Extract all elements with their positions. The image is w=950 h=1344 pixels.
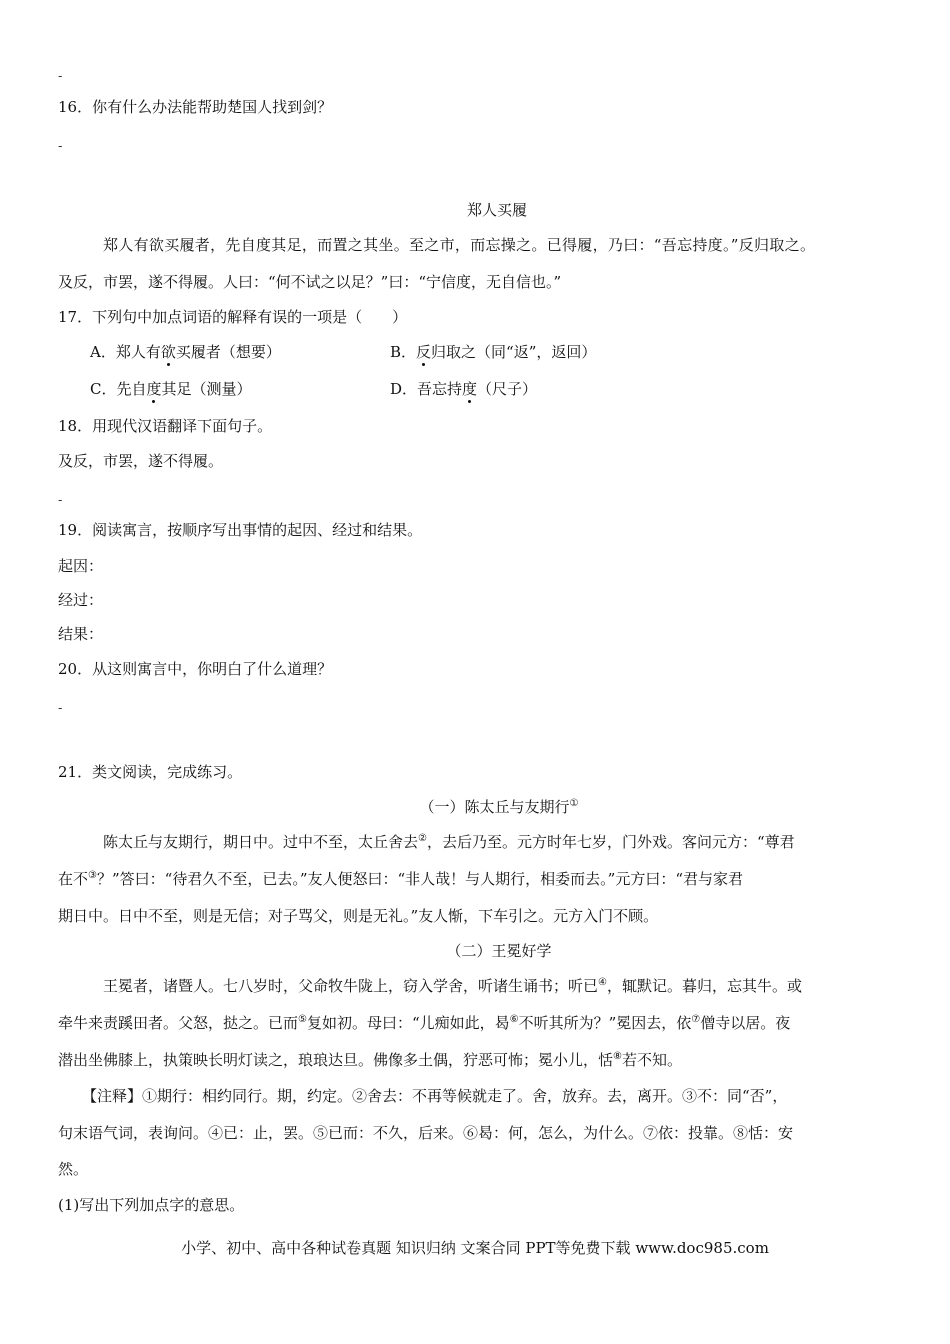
option-b-prefix: B． xyxy=(390,343,417,361)
passage-line xyxy=(103,976,802,996)
option-c-text: 其足（测量） xyxy=(161,380,252,398)
question-19: 19．阅读寓言，按顺序写出事情的起因、经过和结果。 xyxy=(58,521,423,539)
passage-text: ？”答曰：“待君久不至，已去。”友人便怒曰：“非人哉！与人期行，相委而去。”元方曰：“君与家君 xyxy=(96,870,743,888)
sub-question-1: (1)写出下列加点字的意思。 xyxy=(58,1196,245,1214)
answer-blank-dash: - xyxy=(58,701,63,716)
passage-line: 及反，市罢，遂不得履。人曰：“何不试之以足？”曰：“宁信度，无自信也。” xyxy=(58,273,562,291)
note-ref: ⑦ xyxy=(691,1014,701,1025)
answer-label-cause: 起因： xyxy=(58,557,104,575)
answer-blank-dash: - xyxy=(58,493,63,508)
option-b-text: 归取之（同“返”，返回） xyxy=(431,343,597,361)
question-21: 21．类文阅读，完成练习。 xyxy=(58,763,243,781)
passage-line: 期日中。日中不至，则是无信；对子骂父，则是无礼。”友人惭，下车引之。元方入门不顾。 xyxy=(58,907,659,925)
dotted-char: 反 xyxy=(416,343,432,361)
passage-text: 若不知。 xyxy=(621,1051,682,1069)
option-d[interactable] xyxy=(390,379,537,399)
option-d-text: （尺子） xyxy=(477,380,538,398)
notes-line: 句末语气词，表询问。④已：止，罢。⑤已而：不久，后来。⑥曷：何，怎么，为什么。⑦依：投靠。⑧恬：安 xyxy=(58,1124,794,1142)
question-18: 18．用现代汉语翻译下面句子。 xyxy=(58,417,273,435)
answer-label-result: 结果： xyxy=(58,625,104,643)
passage-text: 潜出坐佛膝上，执策映长明灯读之，琅琅达旦。佛像多土偶，狞恶可怖；冕小儿，恬 xyxy=(58,1051,614,1069)
note-ref: ⑤ xyxy=(298,1014,307,1025)
notes-line: 【注释】①期行：相约同行。期，约定。②舍去：不再等候就走了。舍，放弃。去，离开。③不：同“否”， xyxy=(82,1087,788,1105)
option-b[interactable] xyxy=(390,342,596,362)
note-ref: ② xyxy=(418,833,427,844)
passage-text: 王冕者，诸暨人。七八岁时，父命牧牛陇上，窃入学舍，听诸生诵书；听已 xyxy=(103,977,599,995)
question-17: 17．下列句中加点词语的解释有误的一项是（ ） xyxy=(58,308,408,326)
passage-title-wangmian: （二）王冕好学 xyxy=(446,942,552,960)
option-a[interactable] xyxy=(90,342,281,362)
passage-text: 复如初。母曰：“儿痴如此，曷 xyxy=(306,1014,510,1032)
notes-line: 然。 xyxy=(58,1160,89,1178)
question-16: 16．你有什么办法能帮助楚国人找到剑？ xyxy=(58,98,333,116)
passage-text: 不听其所为？”冕因去，依 xyxy=(518,1014,692,1032)
passage-line xyxy=(58,1050,682,1070)
answer-label-process: 经过： xyxy=(58,591,104,609)
passage-text: ，去后乃至。元方时年七岁，门外戏。客问元方：“尊君 xyxy=(426,833,795,851)
answer-blank-dash: - xyxy=(58,69,63,84)
note-ref: ① xyxy=(569,798,579,809)
option-d-prefix: D．吾忘持 xyxy=(390,380,463,398)
answer-blank-dash: - xyxy=(58,139,63,154)
passage-title-chentaiqiu xyxy=(24,797,950,817)
passage-title-text: （一）陈太丘与友期行 xyxy=(419,798,570,816)
page-footer: 小学、初中、高中各种试卷真题 知识归纳 文案合同 PPT等免费下载 www.doc985.com xyxy=(181,1239,769,1257)
dotted-char: 度 xyxy=(146,380,162,398)
translate-sentence: 及反，市罢，遂不得履。 xyxy=(58,452,224,470)
passage-title-zhengren: 郑人买履 xyxy=(466,201,527,219)
dotted-char: 度 xyxy=(462,380,478,398)
passage-line xyxy=(103,832,795,852)
option-c-prefix: C．先自 xyxy=(90,380,147,398)
note-ref: ⑥ xyxy=(509,1014,519,1025)
option-c[interactable] xyxy=(90,379,252,399)
passage-line: 郑人有欲买履者，先自度其足，而置之其坐。至之市，而忘操之。已得履，乃曰：“吾忘持度。”反归取之。 xyxy=(103,236,816,254)
option-a-text: 买履者（想要） xyxy=(175,343,281,361)
option-a-prefix: A．郑人有 xyxy=(90,343,161,361)
passage-text: ，辄默记。暮归，忘其牛。或 xyxy=(606,977,802,995)
passage-text: 僧寺以居。夜 xyxy=(700,1014,791,1032)
passage-text: 陈太丘与友期行，期日中。过中不至，太丘舍去 xyxy=(103,833,419,851)
note-ref: ④ xyxy=(598,977,607,988)
dotted-char: 欲 xyxy=(160,343,176,361)
question-20: 20．从这则寓言中，你明白了什么道理？ xyxy=(58,660,333,678)
note-ref: ③ xyxy=(88,870,97,881)
passage-text: 牵牛来责蹊田者。父怒，挞之。已而 xyxy=(58,1014,299,1032)
passage-line xyxy=(58,869,743,889)
passage-text: 在不 xyxy=(58,870,89,888)
passage-line xyxy=(58,1013,790,1033)
note-ref: ⑧ xyxy=(613,1051,622,1062)
